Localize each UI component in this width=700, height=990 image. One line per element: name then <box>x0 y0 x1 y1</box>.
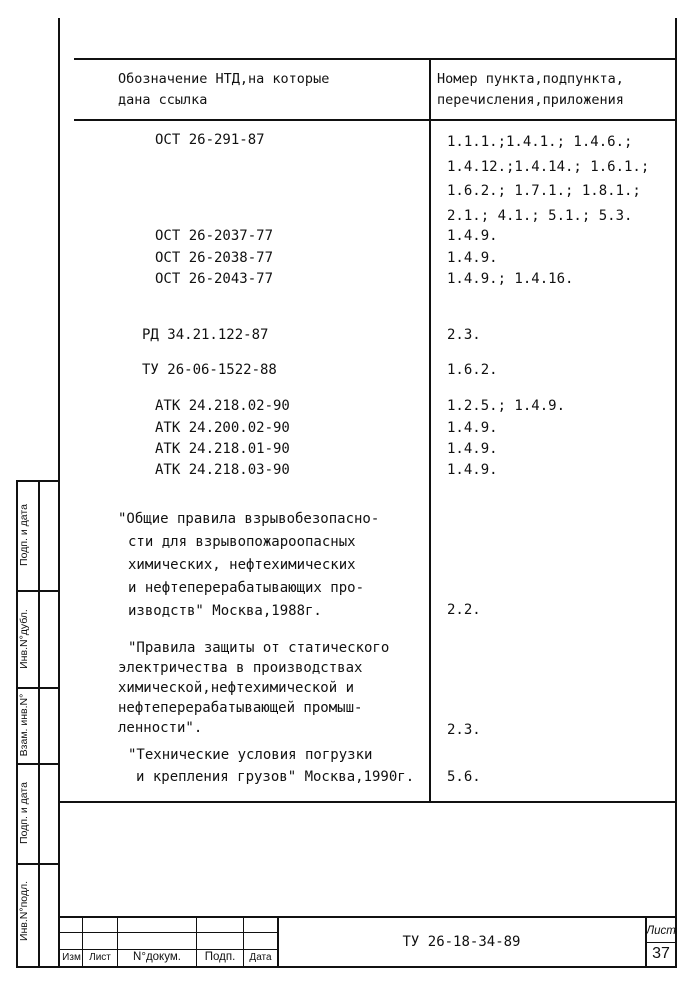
side-stamp-inv-podl: Инв.N°подл. <box>18 880 30 942</box>
row-ref-line: 1.4.9. <box>447 250 498 266</box>
table-row-doc <box>155 130 265 150</box>
row-doc-line: сти для взрывопожароопасных <box>128 534 356 550</box>
row-ref-line: 1.1.1.;1.4.1.; 1.4.6.; <box>447 134 633 150</box>
sheet-label: Лист <box>646 925 676 937</box>
row-doc-line: ленности". <box>118 720 203 736</box>
header-left-cell <box>118 69 418 111</box>
row-doc-line: "Правила защиты от статического <box>128 640 390 656</box>
row-doc-line: изводств" Москва,1988г. <box>128 603 322 619</box>
header-right-line-2: перечисления,приложения <box>437 92 624 108</box>
row-doc-line: химической,нефтехимической и <box>118 680 355 696</box>
row-doc-line: ОСТ 26-2037-77 <box>155 228 274 244</box>
row-ref-line: 1.4.9. <box>447 441 498 457</box>
row-doc-line: "Технические условия погрузки <box>128 747 373 763</box>
table-row-doc <box>155 226 273 246</box>
side-stamp-vzam-inv: Взам. инв.N° <box>18 693 30 757</box>
col-label-izm: Изм <box>62 952 81 963</box>
row-ref-line: 2.3. <box>447 722 481 738</box>
table-row-doc <box>142 360 277 380</box>
table-row-ref <box>447 360 498 380</box>
table-bottom-rule <box>60 801 675 803</box>
table-row-doc <box>118 508 379 623</box>
col-label-podp: Подп. <box>204 951 236 963</box>
table-row-ref <box>447 439 498 459</box>
table-column-divider <box>429 58 431 802</box>
side-stamp-inv-dubl: Инв.N°дубл. <box>18 609 30 669</box>
table-row-ref <box>447 720 481 740</box>
col-label-n-dokum: N°докум. <box>133 951 181 963</box>
row-doc-line: нефтеперерабатывающей промыш- <box>118 700 363 716</box>
col-label-data: Дата <box>249 952 272 963</box>
row-doc-line: РД 34.21.122-87 <box>142 327 269 343</box>
header-left-line-1: Обозначение НТД,на которые <box>118 71 330 87</box>
row-ref-line: 1.4.9.; 1.4.16. <box>447 271 574 287</box>
row-doc-line: ОСТ 26-2043-77 <box>155 271 274 287</box>
row-doc-line: ОСТ 26-2038-77 <box>155 250 274 266</box>
row-ref-line: 2.1.; 4.1.; 5.1.; 5.3. <box>447 207 633 224</box>
frame-right-border <box>675 18 677 968</box>
header-right-line-1: Номер пункта,подпункта, <box>437 71 624 87</box>
table-row-doc <box>155 460 290 480</box>
side-stamp-sep-2 <box>16 687 60 689</box>
frame-left-border <box>58 18 60 968</box>
row-ref-line: 1.4.9. <box>447 228 498 244</box>
table-row-doc <box>155 439 290 459</box>
table-row-doc <box>155 248 273 268</box>
table-header-rule <box>74 119 675 121</box>
side-stamp-sep-1 <box>16 590 60 592</box>
sheet-box-divider <box>645 942 675 943</box>
row-ref-line: 1.4.9. <box>447 420 498 436</box>
title-block-top <box>60 916 677 918</box>
row-ref-line: 2.2. <box>447 602 481 618</box>
row-doc-line: АТК 24.218.02-90 <box>155 398 290 414</box>
row-ref-line: 5.6. <box>447 769 481 785</box>
table-row-ref <box>447 418 498 438</box>
sheet-number: 37 <box>652 945 670 962</box>
table-row-ref <box>447 396 565 416</box>
table-row-doc <box>155 269 273 289</box>
table-top-rule <box>74 58 675 60</box>
table-row-ref <box>447 248 498 268</box>
row-ref-line: 1.6.2.; 1.7.1.; 1.8.1.; <box>447 183 641 199</box>
title-block-row-1 <box>60 932 278 933</box>
table-row-ref <box>447 767 481 787</box>
document-designation: ТУ 26-18-34-89 <box>402 934 521 950</box>
row-doc-line: электричества в производствах <box>118 660 363 676</box>
row-doc-line: ОСТ 26-291-87 <box>155 132 265 148</box>
header-left-line-2: дана ссылка <box>118 92 208 108</box>
row-doc-line: и нефтеперерабатывающих про- <box>128 580 365 596</box>
row-doc-line: АТК 24.218.03-90 <box>155 462 290 478</box>
table-row-ref <box>447 325 481 345</box>
row-ref-line: 1.4.9. <box>447 462 498 478</box>
row-ref-line: 1.2.5.; 1.4.9. <box>447 398 566 414</box>
table-row-doc <box>155 418 290 438</box>
table-row-doc <box>142 325 268 345</box>
side-stamp-inner-border <box>38 480 40 968</box>
side-stamp-podp-data-1: Подп. и дата <box>18 782 30 844</box>
table-row-ref <box>447 600 481 620</box>
header-right-cell <box>437 69 672 111</box>
table-row-doc <box>118 744 414 788</box>
table-row-ref <box>447 460 498 480</box>
row-doc-line: и крепления грузов" Москва,1990г. <box>136 769 415 785</box>
row-doc-line: химических, нефтехимических <box>128 557 356 573</box>
table-row-ref <box>447 226 498 246</box>
row-doc-line: АТК 24.200.02-90 <box>155 420 290 436</box>
table-row-ref <box>447 269 573 289</box>
side-stamp-podp-data-2: Подп. и дата <box>18 504 30 566</box>
table-row-doc <box>155 396 290 416</box>
col-label-list: Лист <box>89 952 111 963</box>
side-stamp-top <box>16 480 60 482</box>
row-doc-line: "Общие правила взрывобезопасно- <box>118 511 380 527</box>
row-doc-line: АТК 24.218.01-90 <box>155 441 290 457</box>
row-ref-line: 1.6.2. <box>447 362 498 378</box>
frame-bottom-border <box>16 966 677 968</box>
row-doc-line: ТУ 26-06-1522-88 <box>142 362 277 378</box>
row-ref-line: 2.3. <box>447 327 481 343</box>
row-ref-line: 1.4.12.;1.4.14.; 1.6.1.; <box>447 158 650 175</box>
table-row-doc <box>118 638 389 738</box>
table-row-ref <box>447 130 672 228</box>
title-block-row-2 <box>60 949 278 950</box>
